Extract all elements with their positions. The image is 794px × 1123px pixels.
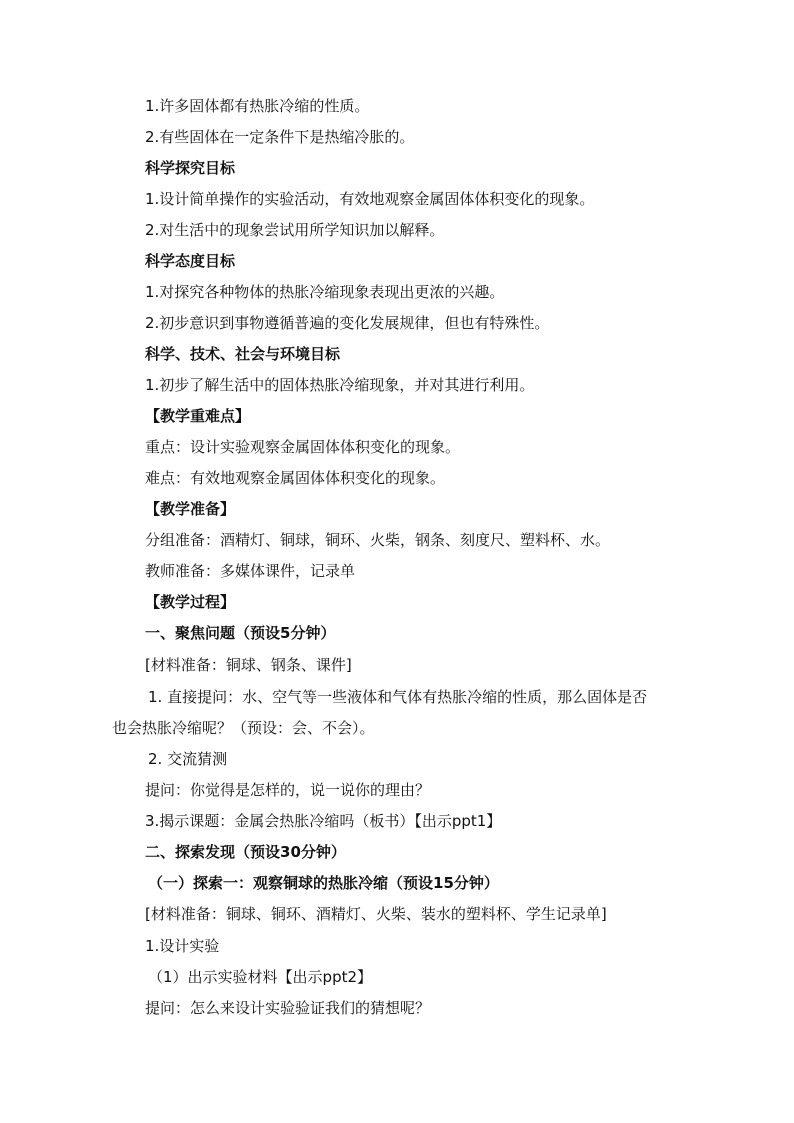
- attitude-line-1: 1.对探究各种物体的热胀冷缩现象表现出更浓的兴趣。: [145, 283, 505, 301]
- direct-question-continuation: 也会热胀冷缩呢？（预设：会、不会）。: [112, 719, 375, 737]
- heading-preparation: 【教学准备】: [145, 500, 236, 518]
- section-focus-question: 一、聚焦问题（预设5分钟）: [145, 624, 336, 642]
- group-preparation-line: 分组准备：酒精灯、铜球，铜环、火柴，钢条、刻度尺、塑料杯、水。: [145, 531, 611, 549]
- direct-question-line: 1. 直接提问：水、空气等一些液体和气体有热胀冷缩的性质，那么固体是否: [148, 688, 648, 706]
- inquiry-line-2: 2.对生活中的现象尝试用所学知识加以解释。: [145, 221, 445, 239]
- subsection-explore-one: （一）探索一：观察铜球的热胀冷缩（预设15分钟）: [148, 874, 499, 892]
- heading-science-inquiry: 科学探究目标: [145, 159, 236, 177]
- objective-line-1: 1.许多固体都有热胀冷缩的性质。: [145, 97, 370, 115]
- show-materials-line: （1）出示实验材料【出示ppt2】: [148, 968, 373, 986]
- materials-line-1: [材料准备：铜球、钢条、课件]: [145, 656, 352, 674]
- attitude-line-2: 2.初步意识到事物遵循普遍的变化发展规律，但也有特殊性。: [145, 314, 550, 332]
- objective-line-2: 2.有些固体在一定条件下是热缩冷胀的。: [145, 128, 415, 146]
- heading-process: 【教学过程】: [145, 593, 236, 611]
- teacher-preparation-line: 教师准备：多媒体课件，记录单: [145, 562, 356, 580]
- question-reason-line: 提问：你觉得是怎样的，说一说你的理由？: [145, 781, 431, 799]
- reveal-topic-line: 3.揭示课题：金属会热胀冷缩吗（板书）【出示ppt1】: [145, 812, 502, 830]
- exchange-guess-line: 2. 交流猜测: [148, 750, 228, 768]
- inquiry-line-1: 1.设计简单操作的实验活动，有效地观察金属固体体积变化的现象。: [145, 190, 595, 208]
- design-experiment-line: 1.设计实验: [145, 937, 220, 955]
- design-question-line: 提问：怎么来设计实验验证我们的猜想呢？: [145, 999, 431, 1017]
- heading-stse: 科学、技术、社会与环境目标: [145, 345, 341, 363]
- heading-science-attitude: 科学态度目标: [145, 252, 236, 270]
- stse-line-1: 1.初步了解生活中的固体热胀冷缩现象，并对其进行利用。: [145, 376, 535, 394]
- difficult-point-line: 难点：有效地观察金属固体体积变化的现象。: [145, 469, 446, 487]
- section-explore-discover: 二、探索发现（预设30分钟）: [145, 843, 346, 861]
- key-point-line: 重点：设计实验观察金属固体体积变化的现象。: [145, 438, 461, 456]
- materials-line-2: [材料准备：铜球、铜环、酒精灯、火柴、装水的塑料杯、学生记录单]: [145, 905, 607, 923]
- heading-key-difficult: 【教学重难点】: [145, 407, 251, 425]
